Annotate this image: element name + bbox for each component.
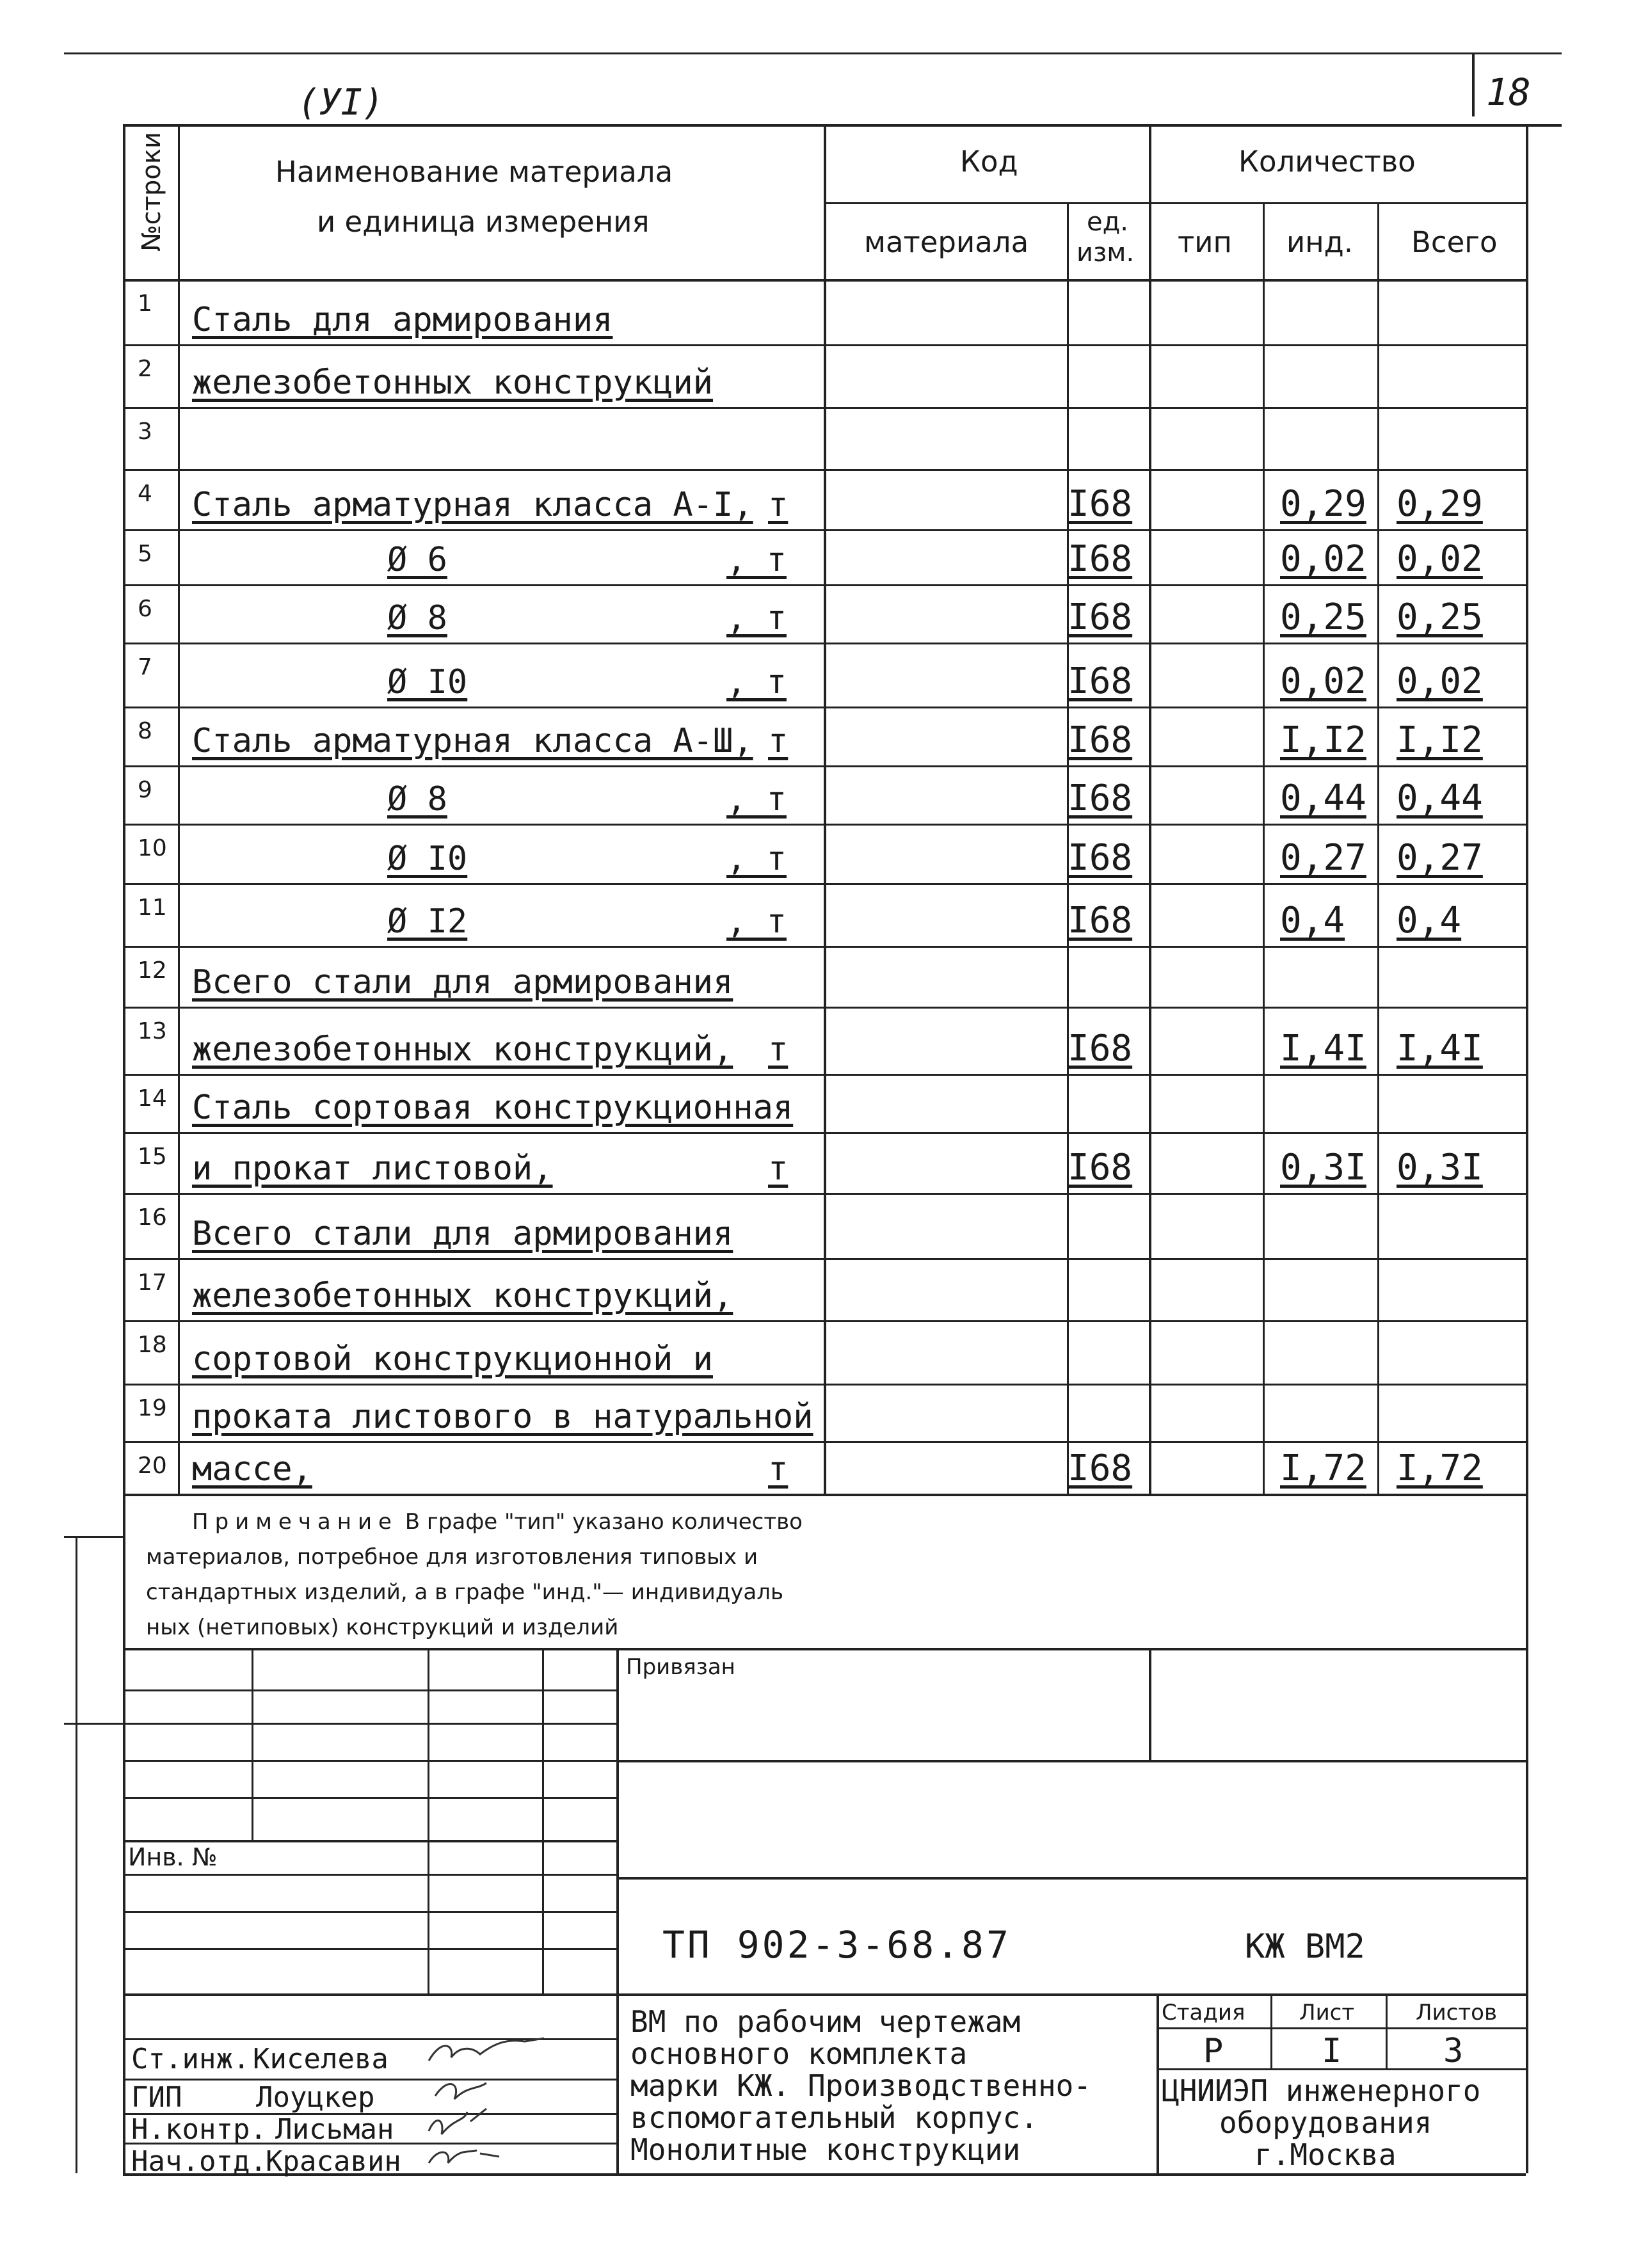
signer-role: Н.контр. (131, 2113, 267, 2146)
row-number: 1 (138, 291, 152, 317)
row-separator (123, 643, 1526, 644)
note-line1-text: В графе "тип" указано количество (404, 1509, 803, 1535)
quantity-total: I,4I (1397, 1028, 1483, 1069)
quantity-header: Количество (1238, 145, 1416, 179)
quantity-total: 0,3I (1397, 1147, 1483, 1188)
org-line: ЦНИИЭП инженерного (1162, 2073, 1481, 2108)
material-name: Всего стали для армирования (192, 963, 733, 1002)
material-name: сортовой конструкционной и (192, 1340, 713, 1378)
unit-code: I68 (1068, 1028, 1133, 1069)
row-separator (123, 765, 1526, 767)
row-number: 9 (138, 777, 152, 803)
row-number: 11 (138, 895, 167, 921)
signer-name: Киселева (253, 2043, 388, 2075)
material-name: Ø 6 (387, 541, 447, 579)
row-separator (123, 1007, 1526, 1009)
quantity-individual: 0,4 (1280, 900, 1345, 941)
signer-name: Красавин (266, 2145, 401, 2178)
material-name: Сталь арматурная класса А-I, (192, 486, 753, 524)
unit-of-measure: , т (726, 902, 787, 941)
material-name: и прокат листовой, (192, 1149, 553, 1188)
material-name: Сталь арматурная класса А-Ш, (192, 722, 753, 760)
row-separator (123, 1258, 1526, 1260)
code-header: Код (960, 145, 1018, 179)
quantity-total: 0,25 (1397, 596, 1483, 638)
material-name: Ø I0 (387, 840, 468, 878)
note-prefix: Примечание (192, 1509, 398, 1535)
quantity-total: 0,02 (1397, 538, 1483, 580)
unit-of-measure: т (768, 1149, 788, 1188)
row-separator (123, 584, 1526, 586)
quantity-total: 0,4 (1397, 900, 1462, 941)
row-number: 14 (138, 1085, 167, 1112)
row-separator (123, 707, 1526, 708)
page-number: 18 (1486, 70, 1531, 114)
description-line: марки КЖ. Производственно- (630, 2068, 1092, 2103)
row-separator (123, 1441, 1526, 1443)
quantity-individual: I,I2 (1280, 719, 1366, 761)
quantity-total: I,I2 (1397, 719, 1483, 761)
description-line: ВМ по рабочим чертежам (630, 2004, 1021, 2039)
row-number: 5 (138, 541, 152, 567)
unit-header-line1: ед. (1087, 207, 1128, 237)
row-number: 19 (138, 1395, 167, 1421)
unit-code: I68 (1068, 1448, 1133, 1489)
unit-code: I68 (1068, 596, 1133, 638)
quantity-individual: I,4I (1280, 1028, 1366, 1069)
material-name: Ø 8 (387, 599, 447, 637)
quantity-total: 0,02 (1397, 660, 1483, 702)
ind-header: инд. (1286, 225, 1354, 259)
total-header: Всего (1411, 225, 1498, 259)
row-number: 2 (138, 356, 152, 382)
description-line: основного комплекта (630, 2036, 968, 2071)
type-header: тип (1178, 225, 1232, 259)
unit-header-line2: изм. (1077, 238, 1135, 268)
row-separator (123, 1193, 1526, 1195)
row-separator (123, 469, 1526, 471)
quantity-total: 0,29 (1397, 483, 1483, 525)
sheet-value: I (1322, 2032, 1342, 2070)
row-number: 6 (138, 596, 152, 622)
row-number: 4 (138, 481, 152, 507)
row-separator (123, 529, 1526, 531)
header-top-border (123, 124, 1562, 127)
unit-code: I68 (1068, 1147, 1133, 1188)
row-separator (123, 1320, 1526, 1322)
org-line: г.Москва (1254, 2137, 1397, 2172)
unit-code: I68 (1068, 719, 1133, 761)
material-name: проката листового в натуральной (192, 1398, 813, 1436)
org-line: оборудования (1219, 2105, 1432, 2140)
unit-of-measure: , т (726, 541, 787, 579)
row-number: 17 (138, 1270, 167, 1296)
drawing-mark: КЖ ВМ2 (1245, 1928, 1365, 1966)
row-number: 8 (138, 718, 152, 744)
binding-mark (64, 1536, 123, 1538)
note-line4: ных (нетиповых) конструкций и изделий (146, 1615, 619, 1640)
row-separator (123, 883, 1526, 885)
material-name: Ø I2 (387, 902, 468, 941)
sheets-value: 3 (1443, 2032, 1464, 2070)
signer-role: Нач.отд. (131, 2145, 267, 2178)
quantity-individual: 0,02 (1280, 538, 1366, 580)
quantity-individual: 0,27 (1280, 837, 1366, 879)
attached-label: Привязан (626, 1654, 735, 1680)
quantity-individual: 0,29 (1280, 483, 1366, 525)
row-separator (123, 1384, 1526, 1386)
quantity-individual: 0,02 (1280, 660, 1366, 702)
row-number: 18 (138, 1332, 167, 1358)
row-number: 10 (138, 835, 167, 861)
unit-of-measure: , т (726, 663, 787, 701)
material-name: массе, (192, 1450, 312, 1489)
inventory-number-label: Инв. № (128, 1843, 218, 1871)
unit-code: I68 (1068, 837, 1133, 879)
quantity-total: 0,27 (1397, 837, 1483, 879)
row-number-header: №строки (137, 132, 166, 252)
unit-of-measure: т (768, 722, 788, 760)
unit-code: I68 (1068, 538, 1133, 580)
material-name: Сталь для армирования (192, 301, 613, 339)
unit-of-measure: т (768, 1450, 788, 1489)
binding-margin-line (76, 1536, 77, 2173)
row-separator (123, 344, 1526, 346)
material-name: железобетонных конструкций, (192, 1277, 733, 1315)
description-line: Монолитные конструкции (630, 2132, 1021, 2167)
row-separator (123, 824, 1526, 826)
unit-code: I68 (1068, 483, 1133, 525)
material-code-header: материала (864, 225, 1029, 259)
note-line1 (192, 1504, 803, 1540)
signer-role: ГИП (131, 2081, 182, 2114)
row-separator (123, 946, 1526, 948)
quantity-individual: 0,25 (1280, 596, 1366, 638)
signer-name: Лисьман (275, 2113, 394, 2146)
name-header-line1: Наименование материала (275, 155, 673, 189)
quantity-individual: 0,44 (1280, 778, 1366, 819)
unit-of-measure: , т (726, 840, 787, 878)
unit-code: I68 (1068, 900, 1133, 941)
row-number: 12 (138, 957, 167, 984)
stage-label: Стадия (1162, 2000, 1245, 2025)
section-mark: (УI) (298, 82, 384, 124)
document-code: ТП 902-3-68.87 (662, 1923, 1011, 1967)
stage-value: Р (1203, 2032, 1224, 2070)
row-separator (123, 1074, 1526, 1076)
sheets-label: Листов (1416, 2000, 1498, 2025)
quantity-individual: 0,3I (1280, 1147, 1366, 1188)
quantity-individual: I,72 (1280, 1448, 1366, 1489)
unit-of-measure: , т (726, 599, 787, 637)
unit-of-measure: т (768, 486, 788, 524)
unit-code: I68 (1068, 660, 1133, 702)
material-name: железобетонных конструкций (192, 363, 713, 402)
note-line2: материалов, потребное для изготовления типовых и (146, 1544, 758, 1570)
row-separator (123, 407, 1526, 409)
row-number: 7 (138, 654, 152, 680)
quantity-total: I,72 (1397, 1448, 1483, 1489)
name-header-line2: и единица измерения (317, 205, 650, 239)
row-number: 13 (138, 1018, 167, 1044)
handwritten-signatures (416, 2025, 608, 2173)
material-name: железобетонных конструкций, (192, 1030, 733, 1069)
row-number: 20 (138, 1453, 167, 1479)
note-line3: стандартных изделий, а в графе "инд."— индивидуаль (146, 1579, 784, 1605)
row-number: 3 (138, 419, 152, 445)
page-number-divider (1472, 52, 1475, 116)
unit-of-measure: т (768, 1030, 788, 1069)
quantity-total: 0,44 (1397, 778, 1483, 819)
signer-role: Ст.инж. (131, 2043, 250, 2075)
row-number: 16 (138, 1204, 167, 1231)
material-name: Ø I0 (387, 663, 468, 701)
binding-mark (64, 1723, 123, 1725)
page-top-border (64, 52, 1562, 54)
unit-of-measure: , т (726, 780, 787, 819)
signer-name: Лоуцкер (256, 2081, 375, 2114)
material-name: Сталь сортовая конструкционная (192, 1089, 794, 1127)
unit-code: I68 (1068, 778, 1133, 819)
description-line: вспомогательный корпус. (630, 2100, 1038, 2135)
row-number: 15 (138, 1144, 167, 1170)
material-name: Ø 8 (387, 780, 447, 819)
row-separator (123, 1132, 1526, 1134)
sheet-label: Лист (1299, 2000, 1355, 2025)
material-name: Всего стали для армирования (192, 1215, 733, 1253)
